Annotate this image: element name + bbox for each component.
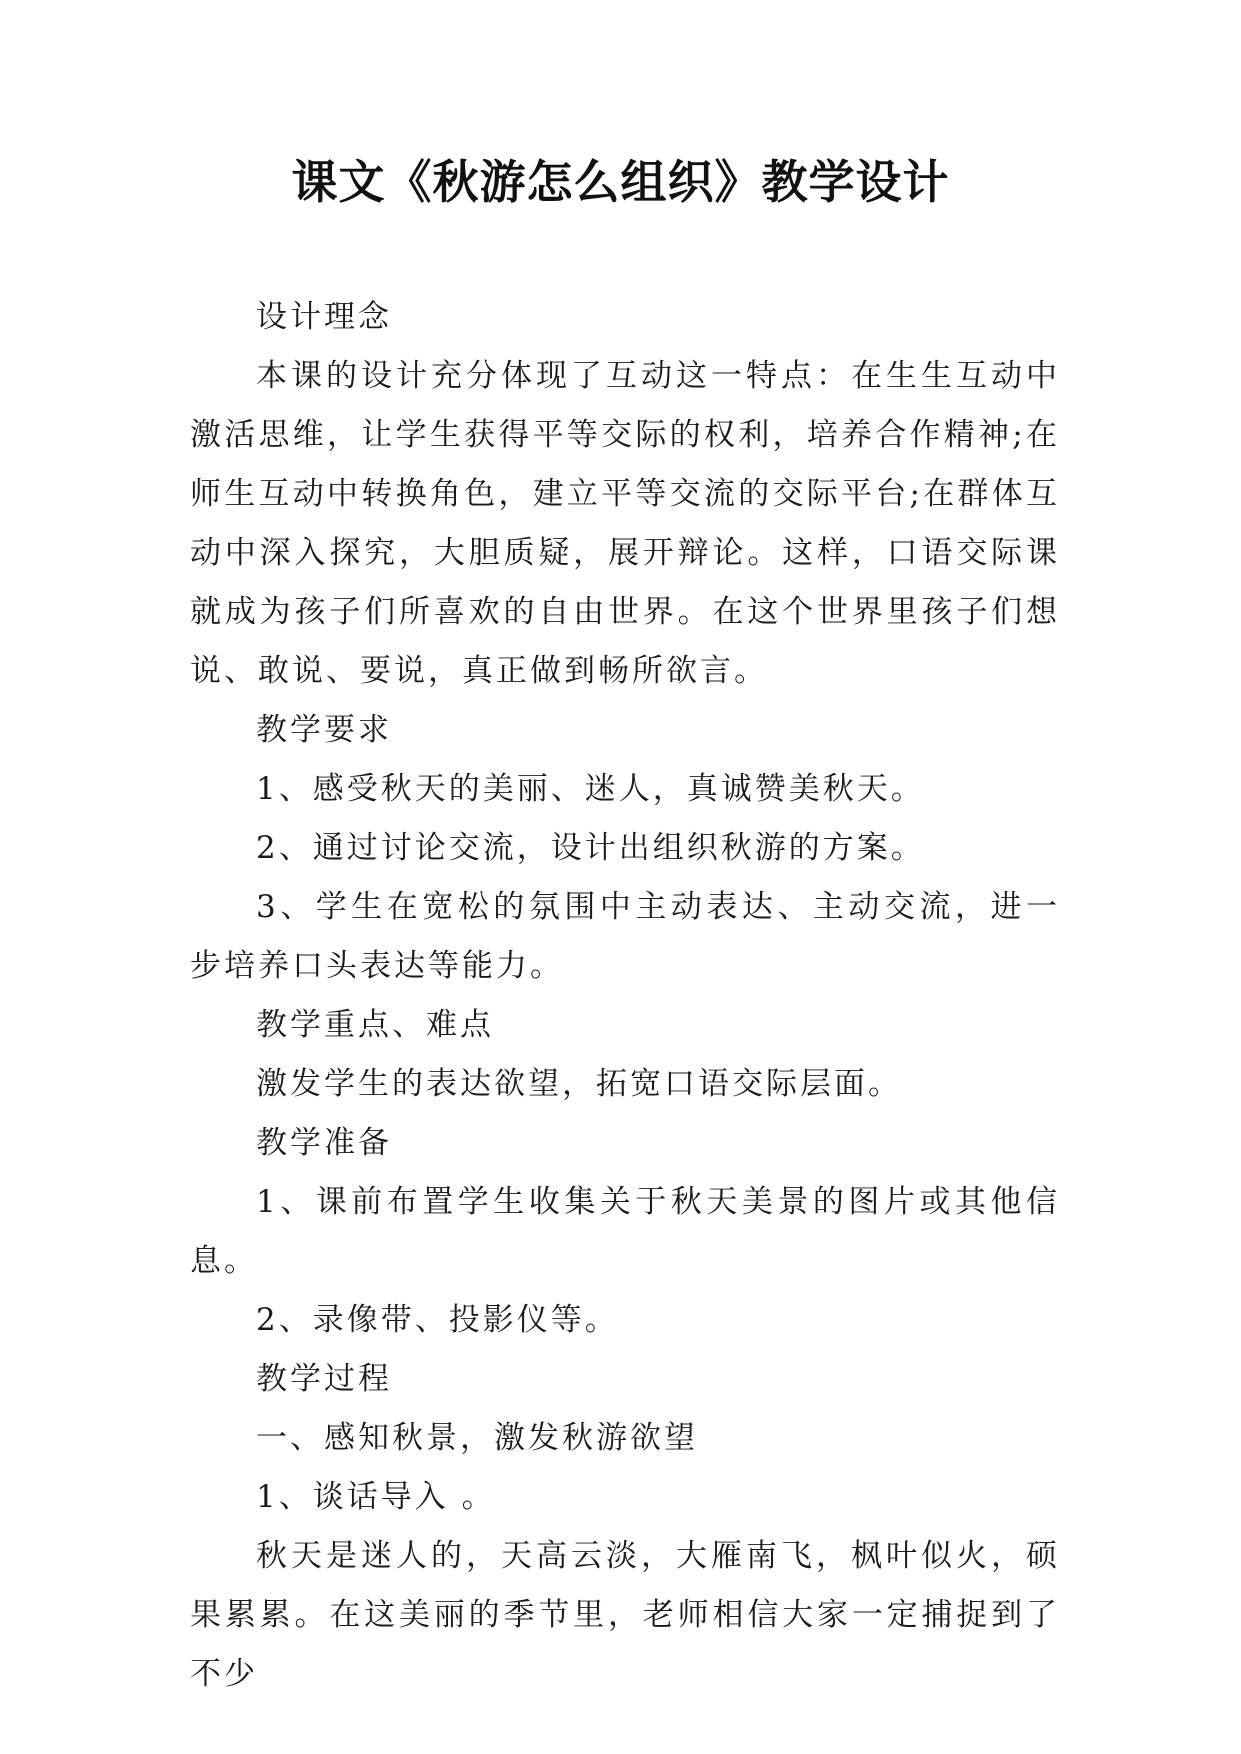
list-item-preparation-1: 1、课前布置学生收集关于秋天美景的图片或其他信息。 — [190, 1184, 1060, 1279]
list-item-requirement-2: 2、通过讨论交流，设计出组织秋游的方案。 — [256, 830, 925, 866]
paragraph-design-concept: 本课的设计充分体现了互动这一特点：在生生互动中激活思维，让学生获得平等交际的权利，培养合作精神;在师生互动中转换角色，建立平等交流的交际平台;在群体互动中深入探究，大胆质疑，展开辩论。这样，口语交际课就成为孩子们所喜欢的自由世界。在这个世界里孩子们想说、敢说、要说，真正做到畅所欲言。 — [190, 358, 1060, 689]
subheading-step-1: 一、感知秋景，激发秋游欲望 — [256, 1420, 698, 1456]
section-heading-key-points: 教学重点、难点 — [256, 1007, 494, 1043]
document-title: 课文《秋游怎么组织》教学设计 — [291, 155, 950, 209]
section-heading-teaching-requirements: 教学要求 — [256, 712, 392, 748]
list-item-requirement-3: 3、学生在宽松的氛围中主动表达、主动交流，进一步培养口头表达等能力。 — [190, 889, 1060, 984]
list-item-introduction: 1、谈话导入 。 — [256, 1479, 496, 1515]
section-heading-teaching-process: 教学过程 — [256, 1361, 392, 1397]
document-body — [190, 288, 1060, 1704]
paragraph-key-points: 激发学生的表达欲望，拓宽口语交际层面。 — [256, 1066, 902, 1102]
list-item-preparation-2: 2、录像带、投影仪等。 — [256, 1302, 619, 1338]
list-item-requirement-1: 1、感受秋天的美丽、迷人，真诚赞美秋天。 — [256, 771, 925, 807]
paragraph-autumn-description: 秋天是迷人的，天高云淡，大雁南飞，枫叶似火，硕果累累。在这美丽的季节里，老师相信大家一定捕捉到了不少 — [190, 1538, 1060, 1692]
section-heading-preparation: 教学准备 — [256, 1125, 392, 1161]
section-heading-design-concept: 设计理念 — [256, 299, 392, 335]
